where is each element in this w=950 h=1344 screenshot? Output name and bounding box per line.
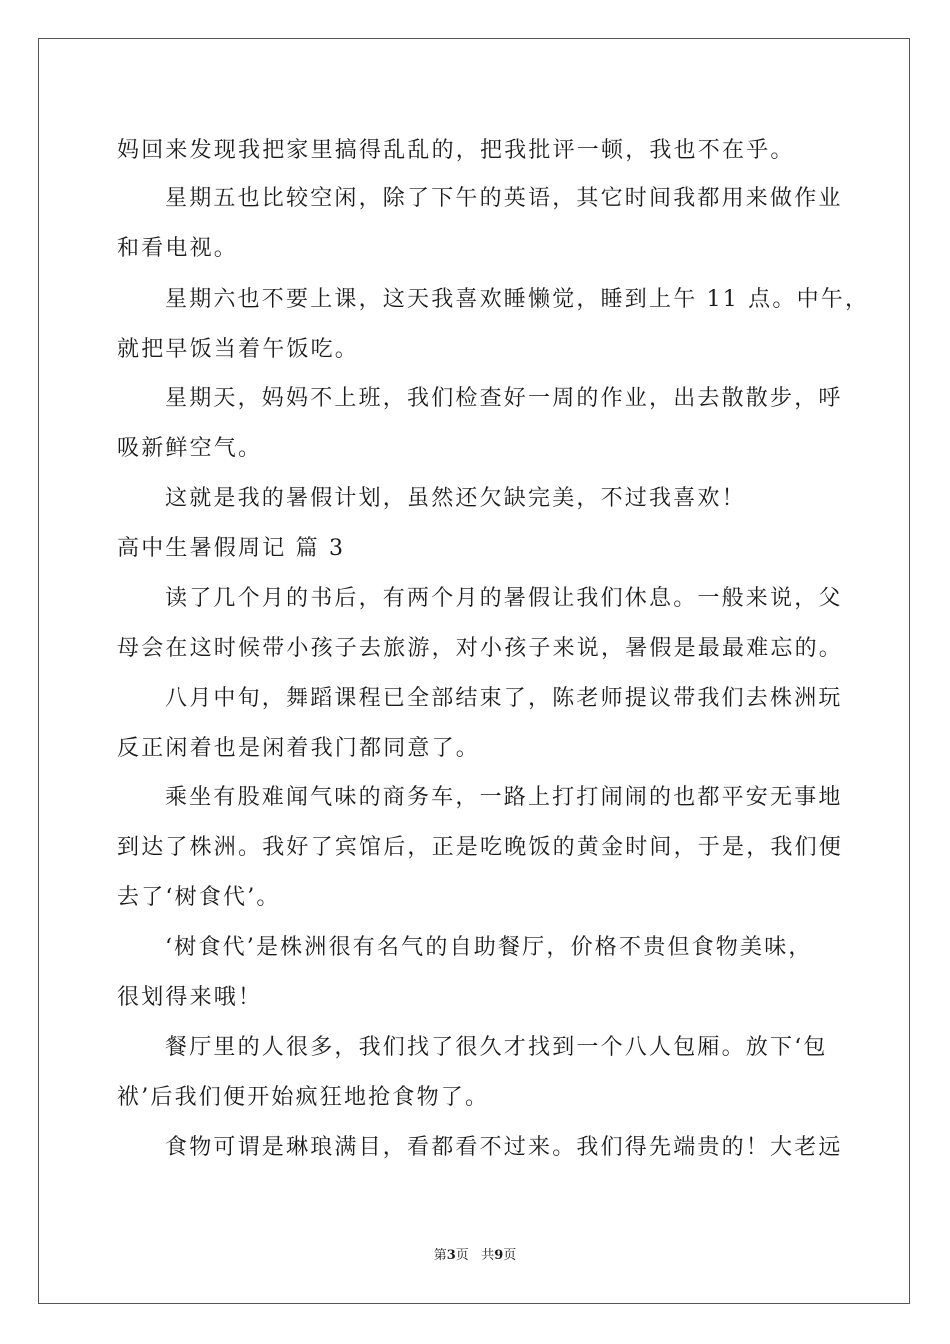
paragraph-first-line: 星期五也比较空闲，除了下午的英语，其它时间我都用来做作业: [165, 186, 843, 211]
text-line: 去了‘树食代’。: [117, 885, 281, 910]
text-line: 妈回来发现我把家里搞得乱乱的，把我批评一顿，我也不在乎。: [117, 138, 795, 163]
paragraph-first-line: 餐厅里的人很多，我们找了很久才找到一个八人包厢。放下‘包: [165, 1035, 828, 1060]
text-line: 到达了株洲。我好了宾馆后，正是吃晚饭的黄金时间，于是，我们便: [117, 835, 844, 860]
text-line: 和看电视。: [117, 236, 239, 261]
text-line: 很划得来哦！: [117, 985, 263, 1010]
text-line: 母会在这时候带小孩子去旅游，对小孩子来说，暑假是最最难忘的。: [117, 636, 844, 661]
paragraph-first-line: 乘坐有股难闻气味的商务车，一路上打打闹闹的也都平安无事地: [165, 785, 843, 810]
footer-page-number: 3: [446, 1248, 456, 1263]
footer-total-prefix: 共: [481, 1248, 495, 1263]
text-line: 反正闲着也是闲着我门都同意了。: [117, 736, 481, 761]
section-heading: 高中生暑假周记 篇 3: [117, 536, 346, 561]
footer-page-prefix: 第: [433, 1248, 447, 1263]
paragraph-first-line: 食物可谓是琳琅满目，看都看不过来。我们得先端贵的！大老远: [165, 1135, 843, 1160]
paragraph-first-line: 读了几个月的书后，有两个月的暑假让我们休息。一般来说，父: [165, 586, 843, 611]
text-line: 袱’后我们便开始疯狂地抢食物了。: [117, 1085, 490, 1110]
text-line: 就把早饭当着午饭吃。: [117, 337, 360, 362]
paragraph-first-line: 八月中旬，舞蹈课程已全部结束了，陈老师提议带我们去株洲玩: [165, 686, 843, 711]
paragraph-first-line: 星期六也不要上课，这天我喜欢睡懒觉，睡到上午 11 点。中午，: [165, 287, 870, 312]
footer-total-suffix: 页: [503, 1248, 517, 1263]
text-line: 吸新鲜空气。: [117, 436, 263, 461]
footer-total-number: 9: [494, 1248, 504, 1263]
paragraph-first-line: 星期天，妈妈不上班，我们检查好一周的作业，出去散散步，呼: [165, 386, 843, 411]
paragraph-first-line: ‘树食代’是株洲很有名气的自助餐厅，价格不贵但食物美味，: [165, 935, 813, 960]
footer-page-suffix: 页: [455, 1248, 469, 1263]
page-footer: [0, 1247, 950, 1265]
paragraph-first-line: 这就是我的暑假计划，虽然还欠缺完美，不过我喜欢！: [165, 486, 746, 511]
page-border: [38, 38, 910, 1304]
